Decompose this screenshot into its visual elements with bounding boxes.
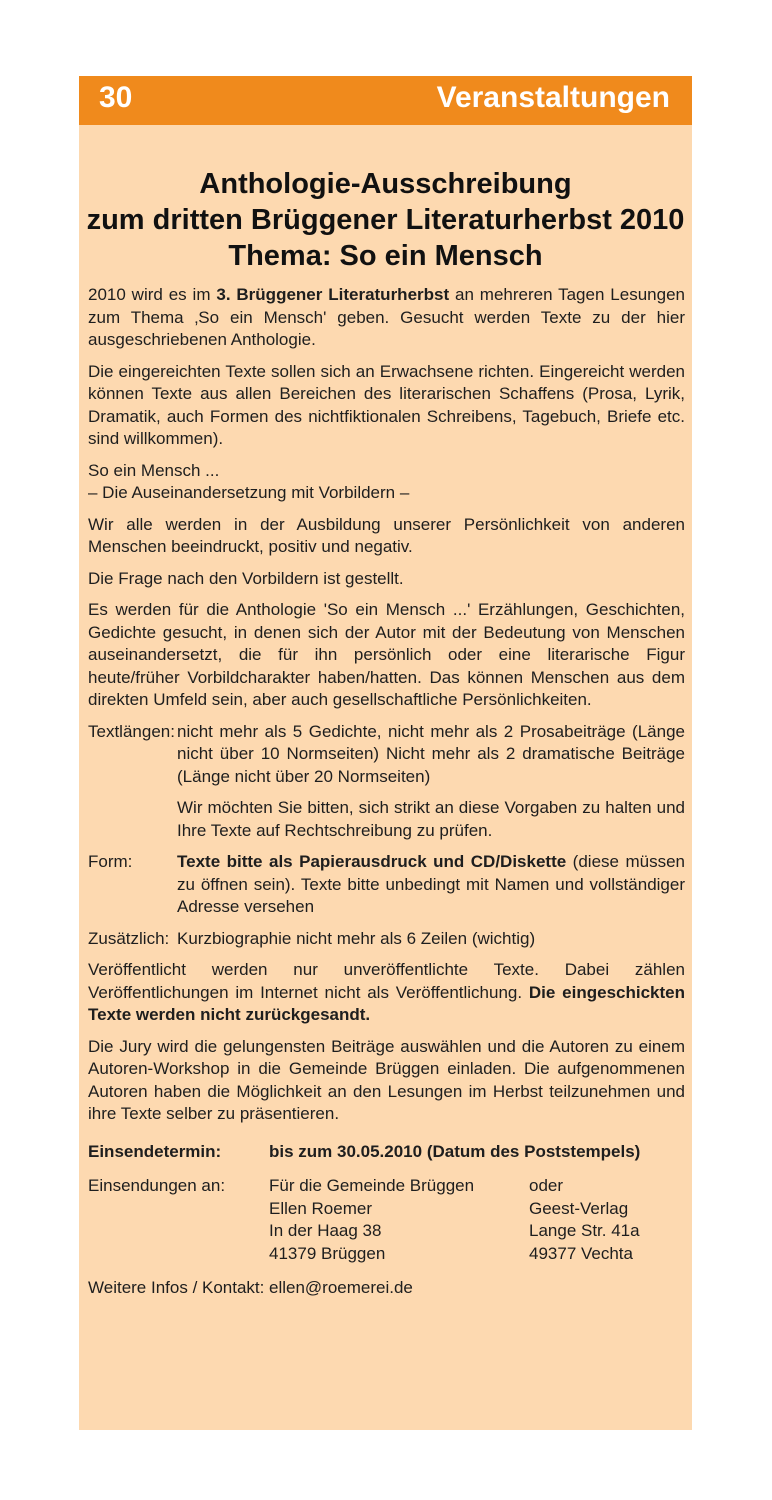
deadline-label: Einsendetermin: [88,1141,222,1161]
motto-line-2: – Die Auseinandersetzung mit Vorbildern – [88,483,410,502]
rule-text: Texte bitte als Papierausdruck und CD/Diskette (diese müssen zu öffnen sein). Texte bitte unbedingt mit Namen und vollständiger Adresse versehen [177,852,685,916]
address-label: Einsendungen an: [88,1176,226,1195]
personality-paragraph: Wir alle werden in der Ausbildung unserer Persönlichkeit von anderen Menschen beeindruckt, positiv und negativ. [88,514,685,556]
intro-paragraph: 2010 wird es im 3. Brüggener Literaturherbst an mehreren Tagen Lesungen zum Thema ‚So ein Mensch' geben. Gesucht werden Texte zu der hier ausgeschriebenen Anthologie. [88,285,685,349]
deadline [88,1141,685,1164]
rule-textlengths [88,721,685,843]
rule-label: Form: [88,852,133,871]
address-primary: Für die Gemeinde Brüggen Ellen Roemer In der Haag 38 41379 Brüggen [269,1176,475,1263]
published-paragraph: Veröffentlicht werden nur unveröffentlichte Texte. Dabei zählen Veröffentlichungen im Internet nicht als Veröffentlichung. Die eingeschickten Texte werden nicht zurückgesandt. [88,960,685,1024]
rule-label: Textlängen: [88,721,175,741]
title-line-2: zum dritten Brüggener Literaturherbst 2010 [86,204,685,236]
question-paragraph: Die Frage nach den Vorbildern ist gestellt. [88,568,404,588]
motto [88,460,685,505]
title-line-3: Thema: So ein Mensch [228,240,543,272]
section-title: Veranstaltungen [436,81,670,114]
rule-extra [88,928,685,951]
deadline-value: bis zum 30.05.2010 (Datum des Poststempels) [269,1141,641,1161]
header-bar [79,76,692,125]
contact-email-link[interactable]: ellen@roemerei.de [269,1278,413,1297]
article-body [88,284,685,1300]
contact [88,1277,685,1300]
contact-label: Weitere Infos / Kontakt: [88,1278,265,1297]
call-paragraph: Es werden für die Anthologie 'So ein Mensch ...' Erzählungen, Geschichten, Gedichte gesucht, in denen sich der Autor mit der Bedeutung von Menschen auseinandersetzt, die für ihn persönlich oder eine literarische Figur heute/früher Vorbildcharakter haben/hatten. Das können Menschen aus dem direkten Umfeld sein, aber auch gesellschaftliche Persönlichkeiten. [88,600,685,709]
rule-label: Zusätzlich: [88,928,170,948]
adults-paragraph: Die eingereichten Texte sollen sich an Erwachsene richten. Eingereicht werden können Texte aus allen Bereichen des literarischen Schaffens (Prosa, Lyrik, Dramatik, auch Formen des nichtfiktionalen Schreibens, Tagebuch, Briefe etc. sind willkommen). [88,361,685,448]
address-alternative: oder Geest-Verlag Lange Str. 41a 49377 Vechta [529,1176,640,1263]
rule-form [88,851,685,919]
article-title [79,166,692,274]
jury-paragraph: Die Jury wird die gelungensten Beiträge auswählen und die Autoren zu einem Autoren-Workshop in die Gemeinde Brüggen einladen. Die aufgenommenen Autoren haben die Möglichkeit an den Lesungen im Herbst teilzunehmen und ihre Texte selber zu präsentieren. [88,1036,685,1123]
motto-line-1: So ein Mensch ... [88,460,220,480]
submission-address [88,1175,685,1265]
rule-text: nicht mehr als 5 Gedichte, nicht mehr als 2 Prosabeiträge (Länge nicht über 10 Normseiten) Nicht mehr als 2 dramatische Beiträge (Länge nicht über 20 Normseiten) Wir möchten Sie bitten, sich strikt an diese Vorgaben zu halten und Ihre Texte auf Rechtschreibung zu prüfen. [177,721,685,840]
rule-text: Kurzbiographie nicht mehr als 6 Zeilen (wichtig) [177,928,536,948]
page-card [79,76,692,1430]
page-number: 30 [99,81,133,114]
title-line-1: Anthologie-Ausschreibung [199,168,572,200]
submission-rules [88,721,685,951]
